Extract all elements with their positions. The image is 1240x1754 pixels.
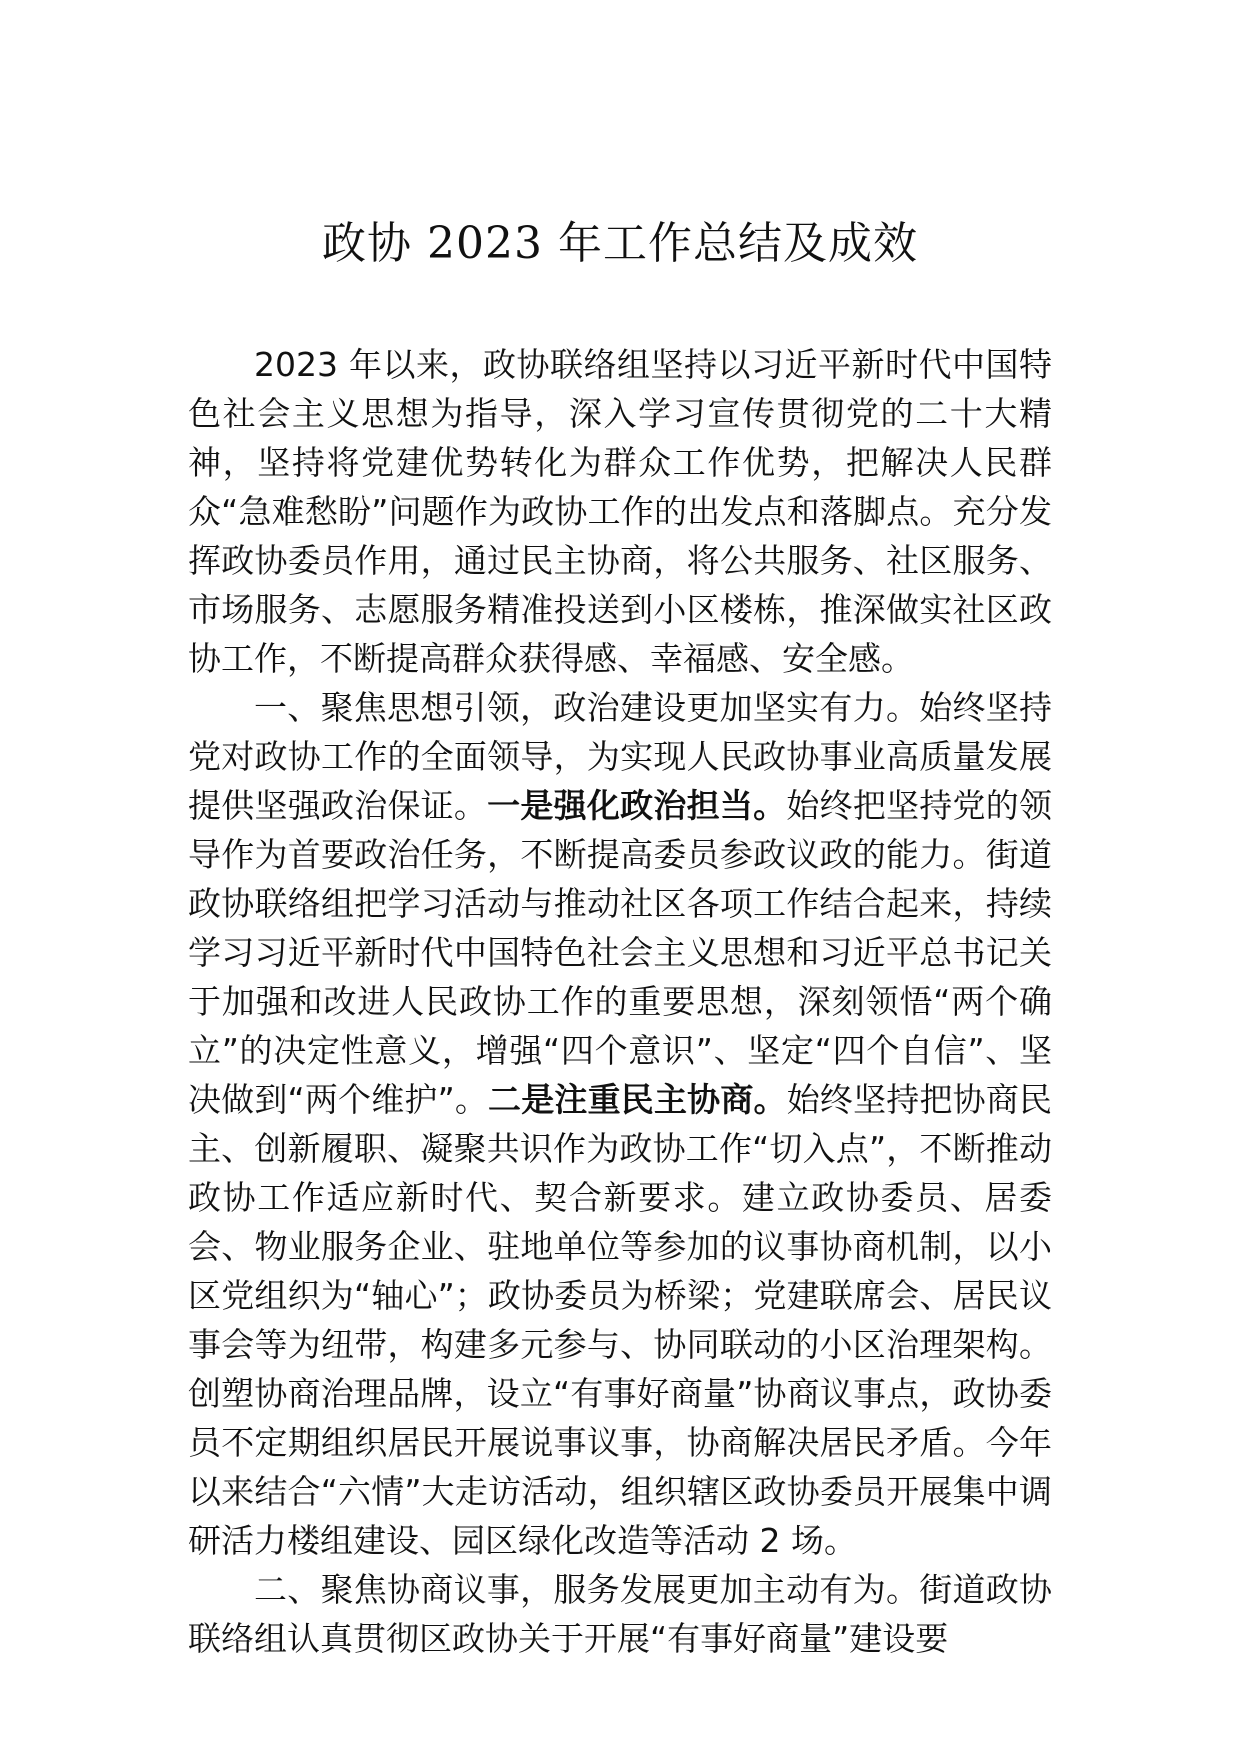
section-1-point-2-text: 始终坚持把协商民主、创新履职、凝聚共识作为政协工作“切入点”，不断推动政协工作适应新时代、契合新要求。建立政协委员、居委会、物业服务企业、驻地单位等参加的议事协商机制，以小区党组织为“轴心”；政协委员为桥梁；党建联席会、居民议事会等为纽带，构建多元参与、协同联动的小区治理架构。创塑协商治理品牌，设立“有事好商量”协商议事点，政协委员不定期组织居民开展说事议事，协商解决居民矛盾。今年以来结合“六情”大走访活动，组织辖区政协委员开展集中调研活力楼组建设、园区绿化改造等活动 2 场。 xyxy=(188,1080,1053,1560)
paragraph-section-1 xyxy=(188,683,1052,1565)
section-1-point-2-heading: 二是注重民主协商。 xyxy=(488,1080,787,1119)
section-1-point-1-heading: 一是强化政治担当。 xyxy=(487,786,787,825)
section-1-point-1-text: 始终把坚持党的领导作为首要政治任务，不断提高委员参政议政的能力。街道政协联络组把学习活动与推动社区各项工作结合起来，持续学习习近平新时代中国特色社会主义思想和习近平总书记关于加强和改进人民政协工作的重要思想，深刻领悟“两个确立”的决定性意义，增强“四个意识”、坚定“四个自信”、坚决做到“两个维护”。 xyxy=(188,786,1053,1119)
paragraph-section-2: 二、聚焦协商议事，服务发展更加主动有为。街道政协联络组认真贯彻区政协关于开展“有事好商量”建设要 xyxy=(188,1570,1052,1658)
document-title: 政协 2023 年工作总结及成效 xyxy=(322,218,918,269)
paragraph-intro: 2023 年以来，政协联络组坚持以习近平新时代中国特色社会主义思想为指导，深入学习宣传贯彻党的二十大精神，坚持将党建优势转化为群众工作优势，把解决人民群众“急难愁盼”问题作为政协工作的出发点和落脚点。充分发挥政协委员作用，通过民主协商，将公共服务、社区服务、市场服务、志愿服务精准投送到小区楼栋，推深做实社区政协工作，不断提高群众获得感、幸福感、安全感。 xyxy=(188,345,1052,678)
document-body xyxy=(188,340,1052,1663)
section-1-lead: 一、聚焦思想引领，政治建设更加坚实有力。始终坚持党对政协工作的全面领导，为实现人民政协事业高质量发展提供坚强政治保证。 xyxy=(188,688,1052,825)
